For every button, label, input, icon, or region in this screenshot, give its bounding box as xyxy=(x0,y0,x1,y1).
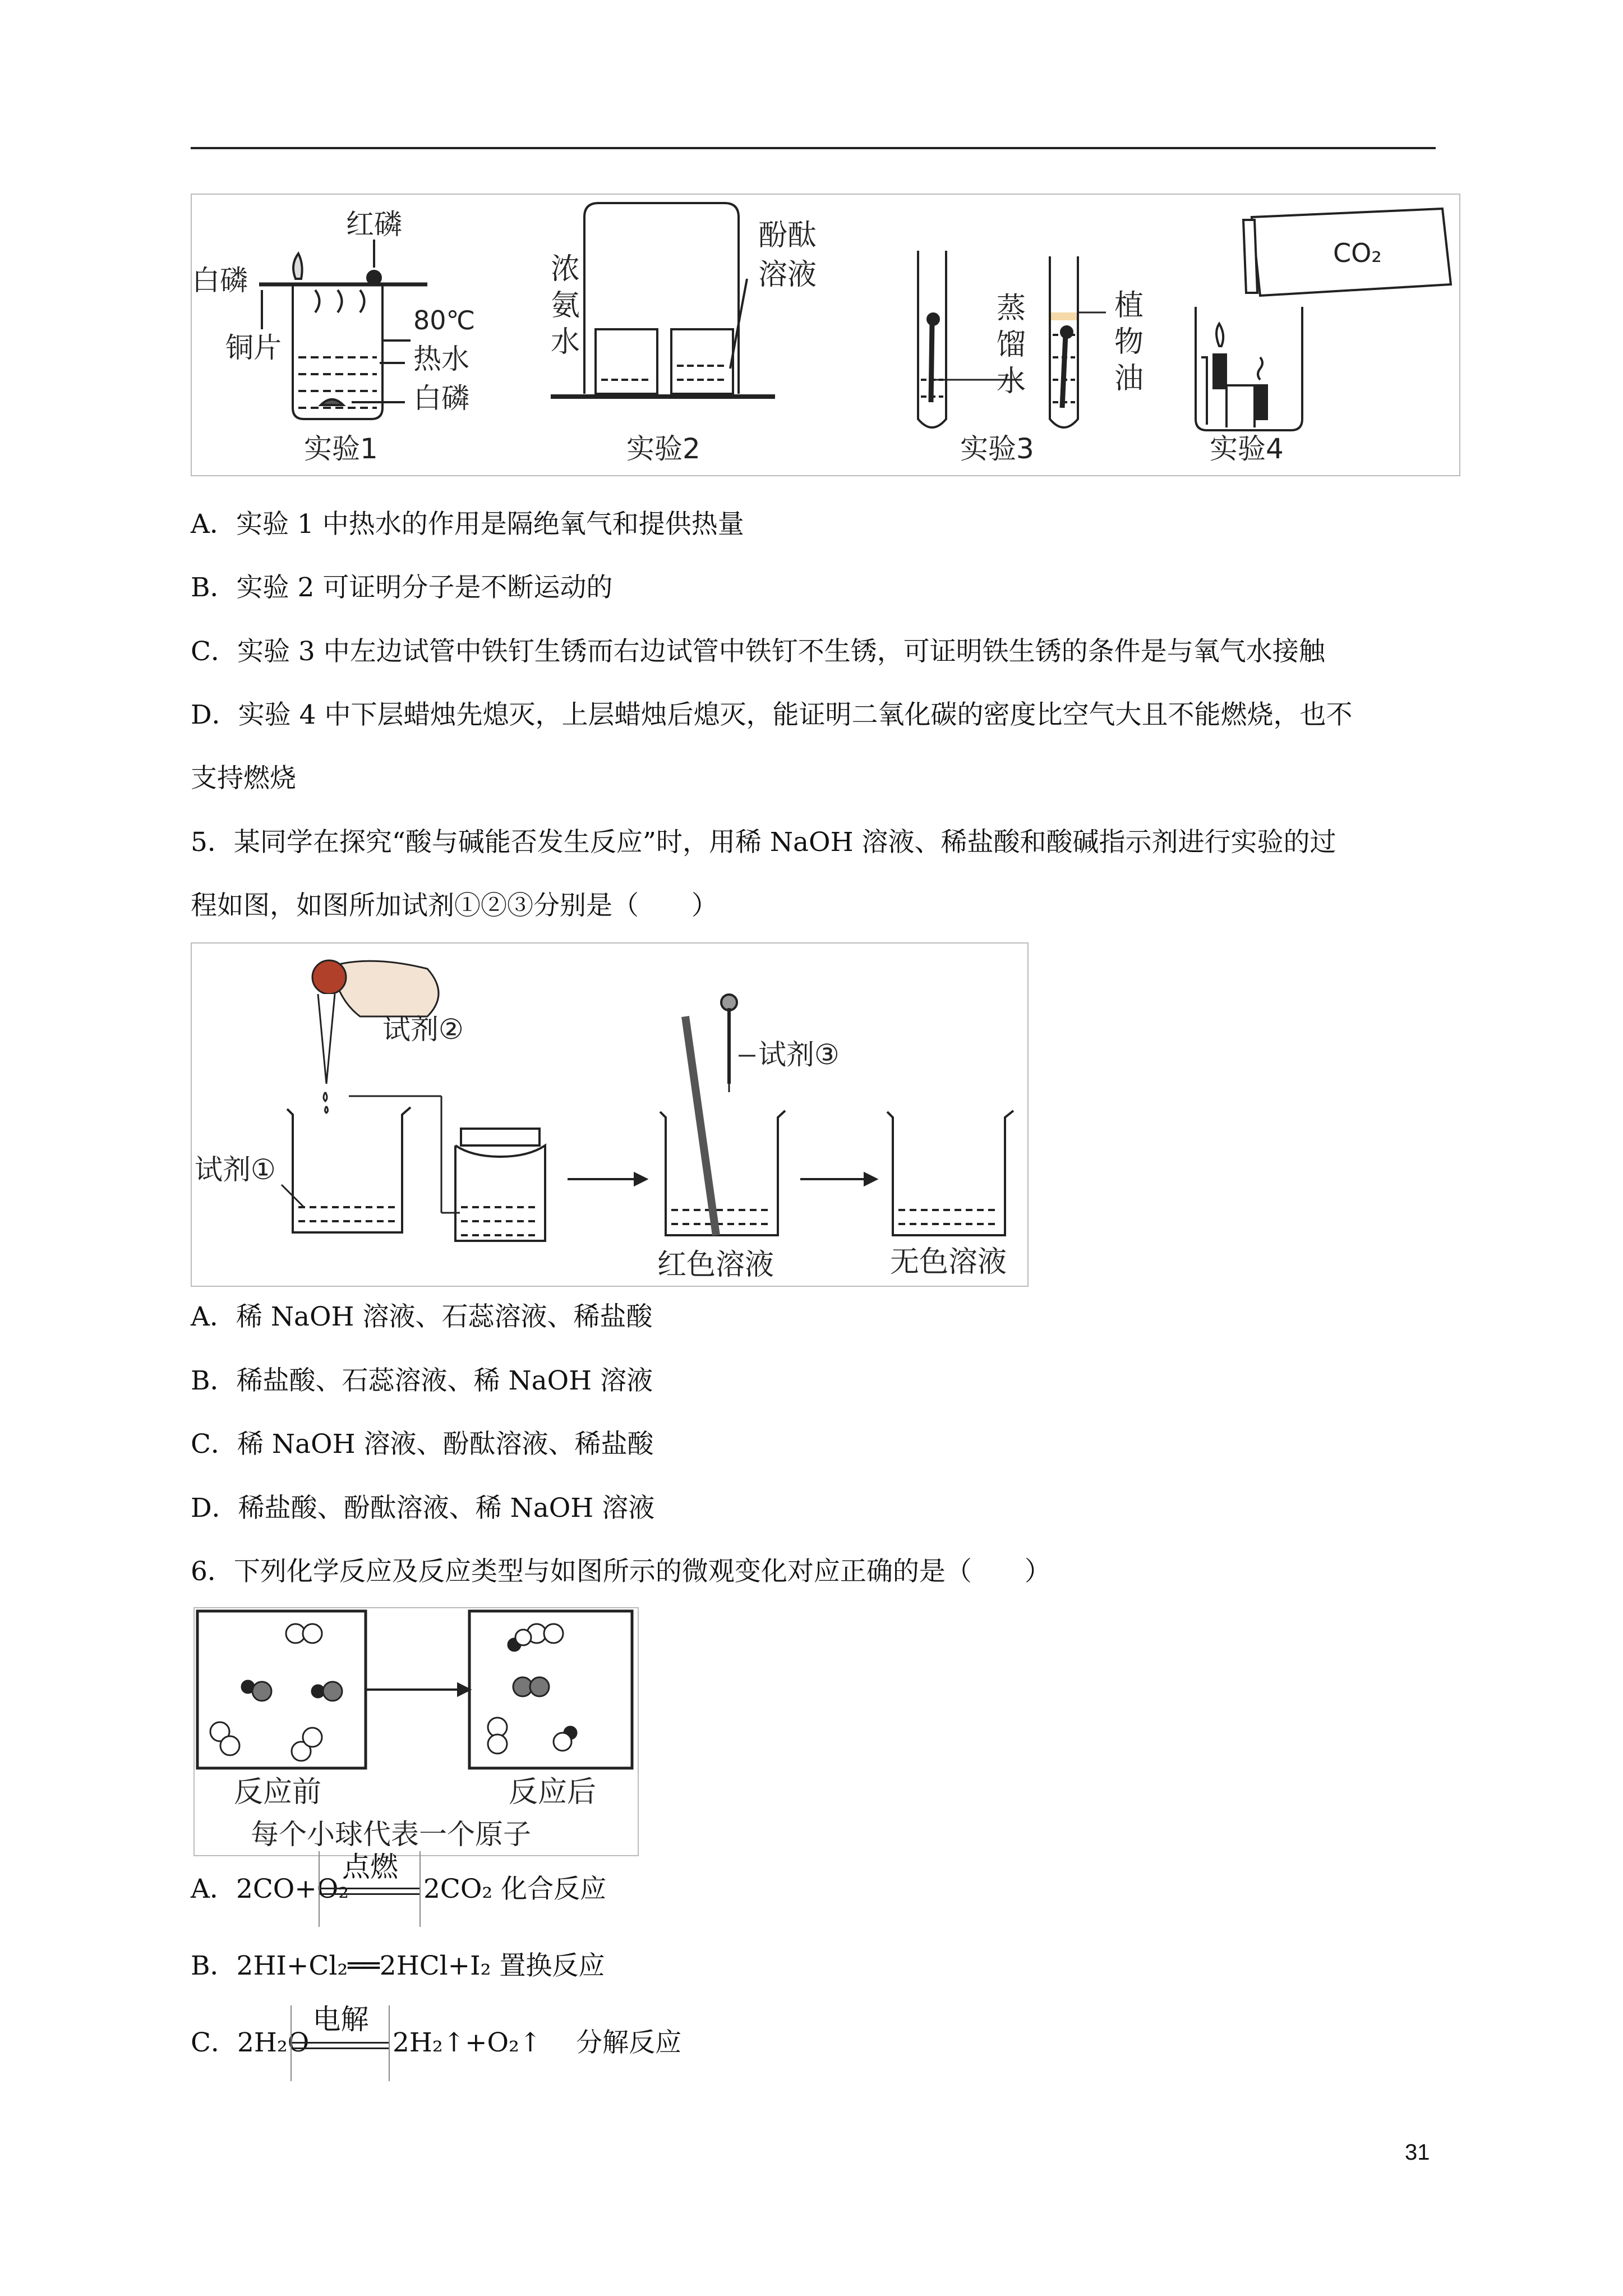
q5-option-c: C．稀 NaOH 溶液、酚酞溶液、稀盐酸 xyxy=(191,1429,654,1460)
label-conc-ammonia-2: 氨 xyxy=(551,289,580,323)
label-reagent-1: 试剂① xyxy=(195,1153,276,1186)
q6-option-a-condition: 点燃 xyxy=(342,1851,398,1883)
q6-option-c-prefix: C．2H₂O xyxy=(191,2027,310,2058)
q6-option-a-suffix: 2CO₂ 化合反应 xyxy=(423,1874,607,1904)
q6-option-b: B．2HI+Cl₂══2HCl+I₂ 置换反应 xyxy=(191,1950,605,1981)
figure-experiments xyxy=(191,194,1460,476)
arrow-before-to-after xyxy=(366,1684,469,1695)
label-vegetable-oil-1: 植 xyxy=(1114,289,1144,323)
label-note: 每个小球代表一个原子 xyxy=(251,1818,531,1851)
label-vegetable-oil-3: 油 xyxy=(1114,362,1144,395)
figure-q5-procedure xyxy=(191,942,1029,1287)
label-distilled-water-2: 馏 xyxy=(997,328,1026,362)
q6-option-a-eq-bar-bottom xyxy=(320,1893,421,1895)
experiment-4-apparatus xyxy=(1196,209,1451,430)
label-after: 反应后 xyxy=(509,1775,597,1809)
q5-option-b: B．稀盐酸、石蕊溶液、稀 NaOH 溶液 xyxy=(191,1365,653,1396)
label-red-solution: 红色溶液 xyxy=(657,1248,774,1282)
label-white-phosphorus-top: 白磷 xyxy=(192,264,248,297)
q4-option-a: A．实验 1 中热水的作用是隔绝氧气和提供热量 xyxy=(191,509,744,540)
label-hot-water: 热水 xyxy=(413,343,469,375)
label-white-phosphorus-bottom: 白磷 xyxy=(413,382,469,415)
label-conc-ammonia-3: 水 xyxy=(551,325,580,359)
label-temperature: 80℃ xyxy=(413,305,476,335)
q5-arrow-1 xyxy=(568,1174,646,1185)
q4-option-d-continued: 支持燃烧 xyxy=(191,763,296,794)
q6-option-c-eq-bar-top xyxy=(292,2042,390,2044)
q6-option-c-suffix: 2H₂↑+O₂↑ 分解反应 xyxy=(393,2027,682,2058)
q4-option-d: D．实验 4 中下层蜡烛先熄灭，上层蜡烛后熄灭，能证明二氧化碳的密度比空气大且不能燃烧，也不 xyxy=(191,700,1353,730)
label-colorless-solution: 无色溶液 xyxy=(890,1245,1007,1279)
q6-stem: 6．下列化学反应及反应类型与如图所示的微观变化对应正确的是（ ） xyxy=(191,1556,1051,1587)
page-number: 31 xyxy=(1405,2140,1430,2165)
molecules-before xyxy=(210,1624,342,1761)
header-rule xyxy=(191,147,1436,149)
label-phenolphthalein-1: 酚酞 xyxy=(758,219,817,252)
label-vegetable-oil-2: 物 xyxy=(1114,325,1144,359)
molecules-after xyxy=(488,1624,577,1754)
q5-arrow-2 xyxy=(800,1174,876,1185)
experiment-1-apparatus xyxy=(259,240,427,419)
label-phenolphthalein-2: 溶液 xyxy=(758,258,817,292)
q5-beaker-1 xyxy=(282,1107,411,1232)
q6-option-c-eq-right-edge xyxy=(389,2005,390,2081)
caption-experiment-1: 实验1 xyxy=(304,432,378,465)
label-before: 反应前 xyxy=(234,1775,322,1809)
q5-beaker-3 xyxy=(887,1111,1013,1235)
q6-option-c-condition: 电解 xyxy=(312,2003,369,2036)
q5-stem-line-2: 程如图，如图所加试剂①②③分别是（ ） xyxy=(191,890,718,921)
q6-option-a-eq-bar-top xyxy=(320,1888,421,1889)
q4-option-b: B．实验 2 可证明分子是不断运动的 xyxy=(191,572,613,603)
label-red-phosphorus: 红磷 xyxy=(346,208,402,241)
caption-experiment-3: 实验3 xyxy=(960,432,1034,465)
figure-q6-micro-change xyxy=(193,1607,639,1856)
q5-option-d: D．稀盐酸、酚酞溶液、稀 NaOH 溶液 xyxy=(191,1493,655,1524)
label-distilled-water-3: 水 xyxy=(997,365,1026,398)
label-reagent-2: 试剂② xyxy=(382,1013,464,1046)
q6-option-a-prefix: A．2CO+O₂ xyxy=(191,1874,349,1904)
q6-option-c-eq-bar-bottom xyxy=(292,2047,390,2049)
label-reagent-3: 试剂③ xyxy=(758,1038,840,1071)
q5-stem-line-1: 5．某同学在探究“酸与碱能否发生反应”时，用稀 NaOH 溶液、稀盐酸和酸碱指示剂进行实验的过 xyxy=(191,827,1336,858)
q5-option-a: A．稀 NaOH 溶液、石蕊溶液、稀盐酸 xyxy=(191,1301,653,1332)
label-distilled-water-1: 蒸 xyxy=(997,292,1026,325)
caption-experiment-4: 实验4 xyxy=(1210,432,1284,465)
label-conc-ammonia-1: 浓 xyxy=(551,252,580,286)
caption-experiment-2: 实验2 xyxy=(626,432,700,465)
q6-option-a-eq-right-edge xyxy=(419,1851,421,1927)
q4-option-c: C．实验 3 中左边试管中铁钉生锈而右边试管中铁钉不生锈，可证明铁生锈的条件是与氧气水接触 xyxy=(191,636,1325,667)
label-co2: CO₂ xyxy=(1333,238,1382,268)
q5-reagent-bottle xyxy=(349,1096,545,1241)
experiment-2-apparatus xyxy=(551,203,775,397)
q5-beaker-2 xyxy=(660,995,785,1235)
label-copper-sheet: 铜片 xyxy=(225,332,282,364)
